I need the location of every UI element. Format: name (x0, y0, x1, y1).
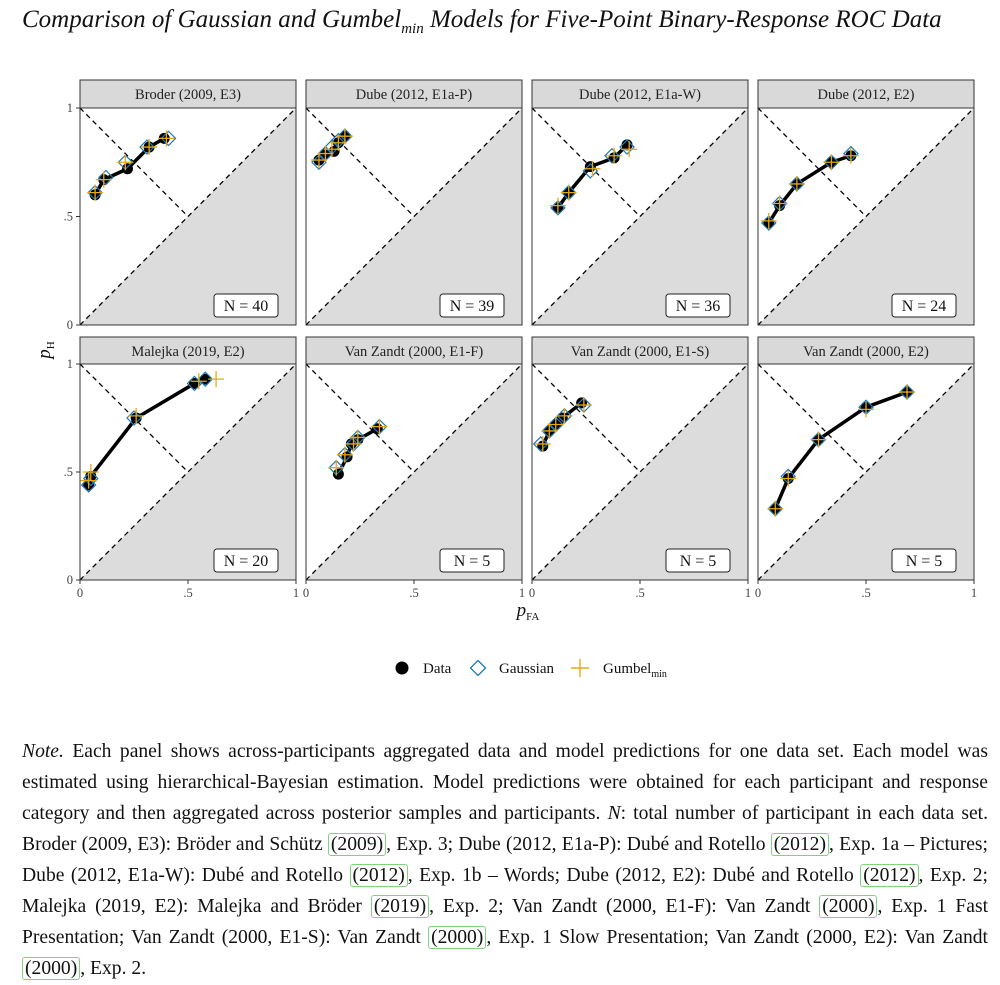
note-text: , Exp. 2; Malejka (2019, E2): Malejka and Bröder (22, 865, 988, 917)
x-tick-label: .5 (409, 586, 419, 600)
figure-note (22, 736, 988, 984)
panel-title: Van Zandt (2000, E1-F) (344, 344, 484, 360)
panel (532, 80, 748, 325)
legend-data-key (396, 662, 409, 675)
panel (64, 337, 300, 600)
x-tick-label: 0 (302, 586, 310, 600)
n-label: N = 5 (905, 553, 943, 570)
x-tick-label: .5 (635, 586, 645, 600)
note-text: , Exp. 1a – Pictures; Dube (2012, E1a-W): Dubé and Rotello (22, 834, 988, 886)
x-tick-label: 0 (76, 586, 84, 600)
figure-title: Comparison of Gaussian and Gumbel$_{min}$ Models for Five-Point Binary-Response ROC Data (22, 6, 942, 37)
legend-gaussian-key (471, 661, 486, 676)
y-tick-label: 0 (66, 573, 73, 587)
n-label: N = 24 (901, 298, 947, 315)
y-tick-label: .5 (63, 209, 73, 224)
n-label: N = 20 (223, 553, 269, 570)
citation-link[interactable]: (2000) (22, 957, 80, 980)
note-text: , Exp. 1b – Words; Dube (2012, E2): Dubé and Rotello (407, 865, 861, 886)
n-label: N = 36 (675, 298, 721, 315)
legend-gaussian-label: Gaussian (499, 661, 554, 677)
note-text: , Exp. 2; Van Zandt (2000, E1-F): Van Zandt (429, 896, 820, 917)
citation-link[interactable]: (2012) (860, 864, 918, 887)
citation-link[interactable]: (2000) (428, 926, 486, 949)
note-text: , Exp. 3; Dube (2012, E1a-P): Dubé and Rotello (386, 834, 771, 855)
panel (758, 80, 974, 325)
x-tick-label: 0 (754, 586, 762, 600)
legend-gumbel-label: Gumbel$_{min}$ (603, 661, 667, 680)
x-tick-label: .5 (183, 586, 193, 600)
n-label: N = 39 (449, 298, 495, 315)
panel-title: Dube (2012, E1a-W) (579, 87, 701, 103)
x-tick-label: 1 (292, 586, 300, 600)
panel (529, 337, 751, 600)
panel (64, 80, 296, 332)
panel-title: Dube (2012, E2) (817, 87, 915, 103)
note-text: , Exp. 1 Slow Presentation; Van Zandt (2000, E2): Van Zandt (486, 927, 989, 948)
note-label: Note. (22, 741, 64, 762)
y-tick-label: 0 (66, 318, 73, 332)
panel (303, 337, 525, 600)
note-text: , Exp. 2. (80, 958, 147, 979)
x-tick-label: 1 (744, 586, 752, 600)
y-tick-label: .5 (63, 465, 73, 479)
y-axis-title: $p_H$ (34, 341, 57, 359)
panel (306, 80, 522, 325)
x-tick-label: 1 (518, 586, 526, 600)
note-symbol: N (607, 803, 621, 824)
panel-title: Dube (2012, E1a-P) (355, 87, 473, 103)
panel-title: Van Zandt (2000, E2) (803, 344, 929, 360)
legend-data-label: Data (423, 661, 452, 677)
roc-chart (0, 60, 1000, 710)
citation-link[interactable]: (2012) (350, 864, 408, 887)
y-tick-label: 1 (66, 357, 73, 371)
n-label: N = 5 (679, 553, 717, 570)
x-tick-label: 1 (970, 586, 978, 600)
x-tick-label: .5 (861, 586, 871, 600)
data-point (122, 163, 133, 174)
n-label: N = 40 (223, 298, 269, 315)
note-text: Each panel shows across-participants aggregated data and model predictions for one data set. Each model was estimated using hierarchical-Bayesian estimation. Model predictions were obtained for each participant and response category and then aggregated across posterior samples and participants. (22, 741, 988, 824)
data-point (333, 469, 344, 480)
citation-link[interactable]: (2012) (771, 833, 829, 856)
legend (396, 659, 667, 680)
legend-gumbel-key (571, 659, 589, 677)
panel (755, 337, 977, 600)
citation-link[interactable]: (2009) (328, 833, 386, 856)
note-text: , Exp. 1 Fast Presentation; Van Zandt (2000, E1-S): Van Zandt (22, 896, 989, 948)
citation-link[interactable]: (2000) (819, 895, 877, 918)
x-tick-label: 0 (528, 586, 536, 600)
y-tick-label: 1 (66, 101, 73, 115)
panel-title: Broder (2009, E3) (135, 87, 241, 103)
panel-title: Van Zandt (2000, E1-S) (570, 344, 710, 360)
note-text: : total number of participant in each data set. Broder (2009, E3): Bröder and Schütz (22, 803, 988, 855)
n-label: N = 5 (453, 553, 491, 570)
data-point (585, 161, 596, 172)
citation-link[interactable]: (2019) (371, 895, 429, 918)
panel-title: Malejka (2019, E2) (131, 344, 245, 360)
x-axis-title: $p_{FA}$ (516, 600, 540, 623)
